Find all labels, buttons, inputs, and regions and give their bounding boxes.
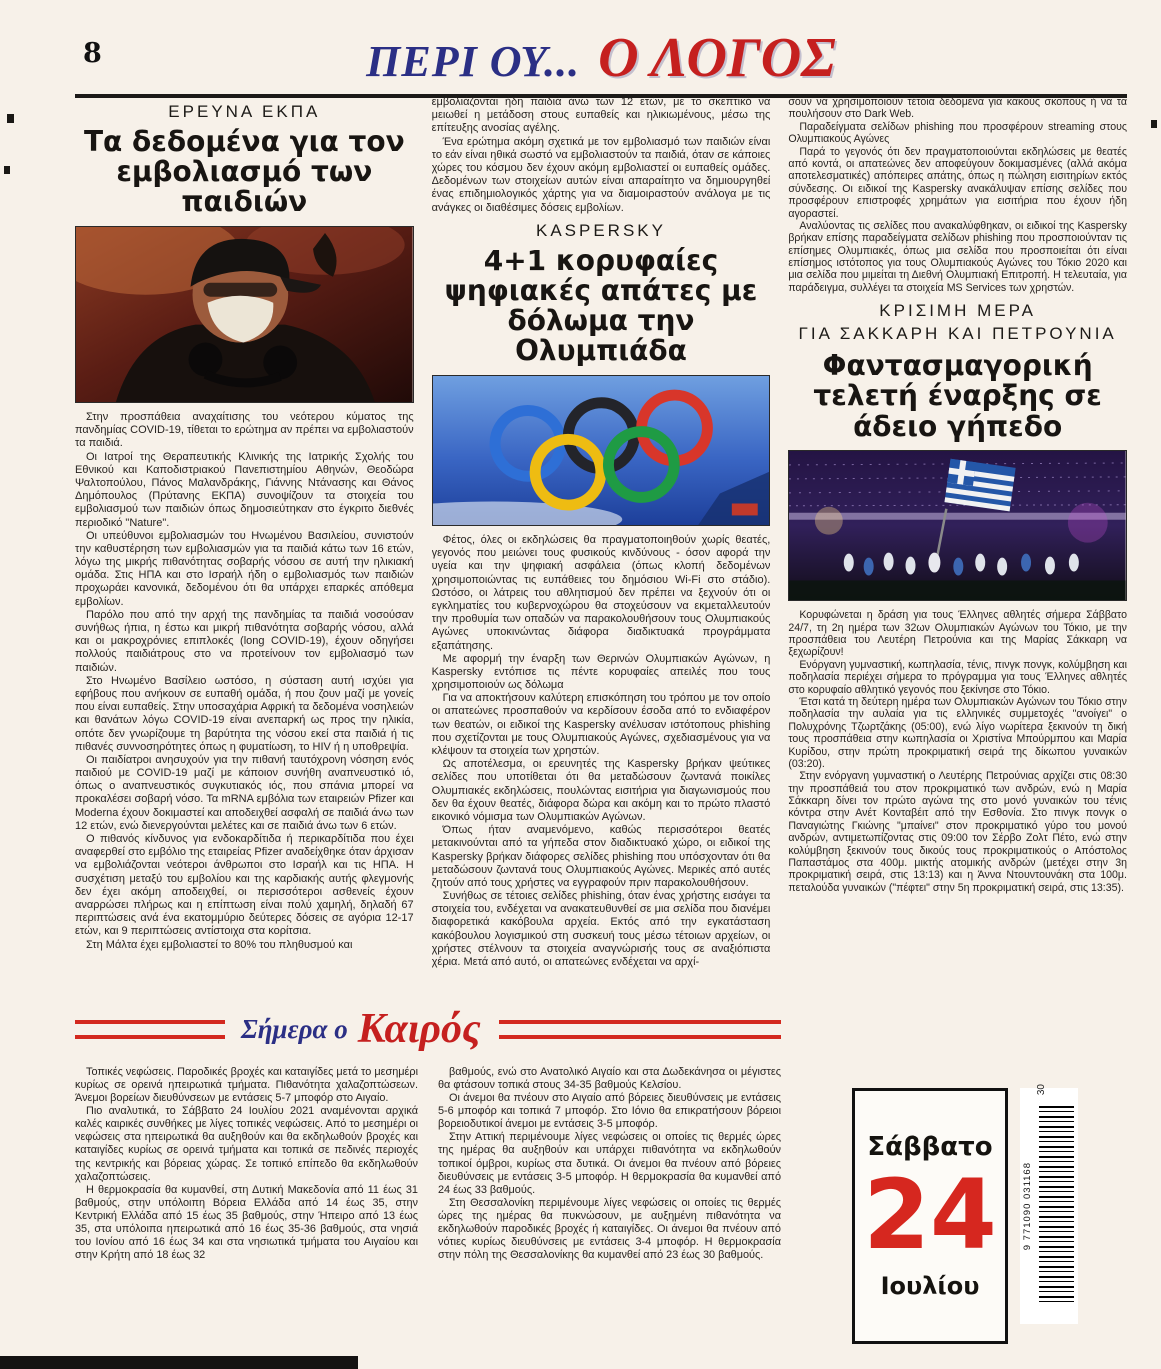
weather-logo-prefix: Σήμερα ο (241, 1013, 348, 1044)
barcode-number: 9 771090 031168 (1022, 1161, 1033, 1251)
vaccination-continuation (432, 96, 771, 215)
date-box (852, 1088, 1008, 1344)
weather-section (75, 1006, 781, 1362)
masked-person-photo (75, 226, 414, 403)
paragraph: Αναλύοντας τις σελίδες που ανακαλύφθηκαν, οι ειδικοί της Kaspersky βρήκαν επίσης παραδείγματα σελίδων phishing που προσποιούνταν τις επίσημες Ολυμπιακές, όπως μια σελίδα που προσποιείται ότι είναι επίσημος ιστότοπος για τους Ολυμπιακούς Αγώνες του Τόκιο 2020 και μια σελίδα που μιμείται τη Διεθνή Ολυμπιακή Επιτροπή. Η τελευταία, για παράδειγμα, συλλέγει τα στοιχεία MS Services των χρηστών. (788, 219, 1127, 294)
headline-kaspersky: 4+1 κορυφαίες ψηφιακές απάτες με δόλωμα την Ολυμπιάδα (444, 243, 758, 368)
paragraph: Παραδείγματα σελίδων phishing που προσφέρουν streaming στους Ολυμπιακούς Αγώνες (788, 120, 1127, 146)
paragraph: Κορυφώνεται η δράση για τους Έλληνες αθλητές σήμερα Σάββατο 24/7, τη 2η ημέρα των 32ων Ολυμπιακών Αγώνων του Τόκιο, με την προσπάθεια του Λευτέρη Πετρούνια και της Μαρίας Σάκκαρη να ξεχωρίζουν! (788, 609, 1127, 659)
scan-mark (4, 166, 10, 174)
column-vaccination (75, 96, 414, 1008)
paragraph: Οι Ιατροί της Θεραπευτικής Κλινικής της Ιατρικής Σχολής του Εθνικού και Καποδιστριακού Πανεπιστημίου Αθηνών, Θεοδώρα Ψαλτοπούλου, Πάνος Μαλανδράκης, Γιάννης Ντάνασης και Θάνος Δημόπουλος (Πρύτανης ΕΚΠΑ) συνοψίζουν τα στοιχεία του εμβολιασμού των παιδιών όπως δημοσιεύτηκαν στο έγκριτο διεθνές περιοδικό "Nature". (75, 450, 414, 529)
paragraph: Στη Μάλτα έχει εμβολιαστεί το 80% του πληθυσμού και (86, 938, 353, 951)
olympics-body (788, 609, 1127, 894)
paragraph: Οι άνεμοι θα πνέουν στο Αιγαίο από βόρειες διευθύνσεις με εντάσεις 5-6 μποφόρ και τοπικά 7 μποφόρ. Στο Ιόνιο θα επικρατήσουν βόρειοι βορειοδυτικοί άνεμοι με εντάσεις 3-5 μποφόρ. (438, 1092, 781, 1131)
paragraph: Έτσι κατά τη δεύτερη ημέρα των Ολυμπιακών Αγώνων του Τόκιο στην ποδηλασία την αυλαία για τις ελληνικές συμμετοχές "ανοίγει" ο Πολυχρόνης Τζωρτζάκης (05:00), ενώ λίγο νωρίτερα ξεκινούν τη δική τους προσπάθεια στην κωπηλασία οι Χριστίνα Μπούρμπου και Μαρία Κυρίδου, στην πρώτη προκριματική σειρά της δίκωπου γυναικών (03:20). (788, 695, 1127, 770)
weather-rule-right (499, 1020, 781, 1039)
paragraph: εμβολιάζονται ήδη παιδιά άνω των 12 ετών, με το σκεπτικό να μειωθεί η μετάδοση στους ευπαθείς και ηλικιωμένους, μέσω της επίτευξης ανοσίας αγέλης. (431, 96, 771, 135)
kicker-krisimi-mera (788, 300, 1127, 346)
paragraph: Στη Θεσσαλονίκη περιμένουμε λίγες νεφώσεις οι οποίες τις θερμές ώρες της ημέρας θα πυκνώσουν, με αυξημένη πιθανότητα να εκδηλωθούν παροδικές βροχές ή καταιγίδες. Οι άνεμοι θα πνέουν από νότιες κυρίως διευθύνσεις με εντάσεις 3-4 μποφόρ. Η θερμοκρασία στην πόλη της Θεσσαλονίκης θα κυμανθεί από 23 έως 30 βαθμούς. (438, 1196, 781, 1262)
date-number: 24 (863, 1159, 997, 1272)
kicker-line-1: ΚΡΙΣΙΜΗ ΜΕΡΑ (879, 301, 1037, 321)
weather-body (75, 1066, 781, 1362)
paragraph: Ως αποτέλεσμα, οι ερευνητές της Kaspersky βρήκαν ψεύτικες σελίδες που υποτίθεται ότι θα μεταδώσουν ζωντανά ποικίλες Ολυμπιακές εκδηλώσεις, πουλώντας εισιτήρια για διαγωνισμούς που δεν θα έχουν θεατές, διάφορα δώρα και ακόμη και το πρώτο πλαστό εικονικό νόμισμα των Ολυμπιακών Αγώνων. (431, 758, 771, 823)
paragraph: σουν να χρησιμοποιούν τέτοια δεδομένα για κακούς σκοπούς ή να τα πουλήσουν στο Dark Web. (788, 96, 1127, 121)
scan-mark (1151, 120, 1157, 128)
kicker-kaspersky: KASPERSKY (535, 220, 666, 240)
paragraph: Πιο αναλυτικά, το Σάββατο 24 Ιουλίου 2021 αναμένονται αρχικά καλές καιρικές συνθήκες με λίγες τοπικές νεφώσεις. Από το μεσημέρι οι νεφώσεις στα ηπειρωτικά θα αυξηθούν και θα εκδηλωθούν βροχές και καταιγίδες κυρίως σε ορεινά τμήματα και τοπικά σε πεδινές περιοχές της κεντρικής και βόρειας χώρας. Σε τοπικό επίπεδο θα εκδηλωθούν χαλαζοπτώσεις. (75, 1105, 418, 1183)
barcode-stripes (1039, 1106, 1074, 1306)
opening-ceremony-photo (788, 450, 1127, 601)
olympic-rings-photo (432, 375, 771, 526)
paragraph: Στην προσπάθεια αναχαίτισης του νεότερου κύματος της πανδημίας COVID-19, τίθεται το ερώτημα αν πρέπει να εμβολιαστούν τα παιδιά. (75, 411, 414, 450)
masthead (75, 26, 1127, 90)
page-header (75, 26, 1127, 98)
kicker-ereyna-ekpa: ΕΡΕΥΝΑ ΕΚΠΑ (168, 102, 321, 121)
paragraph: Παρόλο που από την αρχή της πανδημίας τα παιδιά νοσούσαν συνήθως ήπια, η έστω και μικρή πιθανότητα σοβαρής νόσου, αλλά και οι μακροχρόνιες επιπλοκές (long COVID-19), έχουν οδηγήσει πολλούς παιδιάτρους στο να προτείνουν τον εμβολιασμό των παιδιών. (75, 608, 414, 674)
column-kaspersky (432, 96, 771, 1008)
vaccination-body (75, 411, 414, 952)
paragraph: Ο πιθανός κίνδυνος για ενδοκαρδίτιδα ή περικαρδίτιδα που έχει αναφερθεί στο εμβόλιο της εταιρείας Pfizer αναδείχθηκε όταν άρχισαν να εμβολιάζονται νεότεροι άνθρωποι στο Ισραήλ και τις ΗΠΑ. Η συσχέτιση μεταξύ του εμβολίου και της καρδιακής αυτής φλεγμονής δεν έχει ακόμη αποδειχθεί, οι περισσότεροι ασθενείς έχουν αναρρώσει πλήρως και η επίπτωση είναι πολύ χαμηλή, δηλαδή 67 περιπτώσεις ανά ένα εκατομμύριο δεύτερες δόσεις σε αγόρια 12-17 ετών, και 9 περιπτώσεις αντίστοιχα στα κορίτσια. (75, 833, 414, 938)
date-day: Σάββατο (867, 1132, 993, 1163)
weather-logo-title: Καιρός (357, 1006, 481, 1052)
kaspersky-continuation (788, 96, 1127, 294)
paragraph: Στην Αττική περιμένουμε λίγες νεφώσεις οι οποίες τις θερμές ώρες της ημέρας θα αυξηθούν και υπάρχει πιθανότητα να εκδηλωθούν τοπικοί όμβροι, κυρίως στα δυτικά. Οι άνεμοι θα πνέουν από βόρειες διευθύνσεις με εντάσεις 3-5 μποφόρ. Η θερμοκρασία θα κυμανθεί από 24 έως 33 βαθμούς. (438, 1131, 781, 1196)
column-olympics (788, 96, 1127, 1008)
masthead-o-logos: Ο ΛΟΓΟΣ (598, 27, 836, 89)
paragraph: Συνήθως σε τέτοιες σελίδες phishing, όταν ένας χρήστης εισάγει τα στοιχεία του, ενδέχεται να ανακατευθυνθεί σε μια σελίδα που διανέμει διαφορετικά κακόβουλα αρχεία. Εκτός από την εγκατάσταση κακόβουλου λογισμικού στη συσκευή τους μέσω τέτοιων αρχείων, οι χρήστες στέλνουν τα στοιχεία αναγνώρισής τους σε αναξιόπιστα χέρια. Μετά από αυτό, οι απατεώνες ενδέχεται να αρχί- (431, 890, 771, 969)
weather-column-1 (75, 1066, 418, 1362)
paragraph: Οι παιδίατροι ανησυχούν για την πιθανή ταυτόχρονη νόσηση ενός παιδιού με COVID-19 μαζί με κάποιον συνήθη αναπνευστικό ιό, όπως ο αναπνευστικός συγκυτιακός ιός, που σπάνια μπορεί να προκαλέσει σοβαρή νόσο. Τα mRNA εμβόλια των εταιρειών Pfizer και Moderna έχουν δοκιμαστεί και αποδειχθεί ασφαλή σε παιδιά άνω των 12 ετών, ενώ διενεργούνται μελέτες και σε παιδιά άνω των 6 ετών. (75, 753, 414, 832)
paragraph: Παρά το γεγονός ότι δεν πραγματοποιούνται εκδηλώσεις με θεατές από κοντά, οι απατεώνες δεν αποφεύγουν δοκιμασμένες (αλλά ακόμα αποτελεσματικές) απόπειρες απάτης, όπως η πώληση εισιτηρίων εκτός σύνδεσης. Οι ειδικοί της Kaspersky ανακάλυψαν επίσης σελίδες που προσφέρουν επιστροφές χρημάτων για εισιτήρια που έχουν ήδη αγοραστεί. (788, 145, 1127, 220)
paragraph: Η θερμοκρασία θα κυμανθεί, στη Δυτική Μακεδονία από 11 έως 31 βαθμούς, στην υπόλοιπη Βόρεια Ελλάδα από 14 έως 35, στην Κεντρική Ελλάδα από 15 έως 35 βαθμούς, στην Ήπειρο από 13 έως 35, στα υπόλοιπα ηπειρωτικά από 16 έως 35-36 βαθμούς, στα νησιά του Ιονίου από 16 έως 34 και στα νησιωτικά τμήματα του Αιγαίου και στην Κρήτη από 18 έως 32 (75, 1183, 418, 1262)
issn-barcode (1020, 1084, 1078, 1324)
paragraph: Με αφορμή την έναρξη των Θερινών Ολυμπιακών Αγώνων, η Kaspersky εντόπισε τις πέντε κορυφαίες απειλές που τους χρησιμοποιούν ως δόλωμα (431, 652, 771, 692)
paragraph: Όπως ήταν αναμενόμενο, καθώς περισσότεροι θεατές μετακινούνται από τα γήπεδα στον διαδικτυακό χώρο, οι ειδικοί της Kaspersky βρήκαν διάφορες σελίδες phishing που υπόσχονταν ότι θα μεταδώσουν ζωντανά τους Ολυμπιακούς Αγώνες. Μερικές από αυτές ζητούν από τους χρήστες να εγγραφούν πριν παρακολουθήσουν. (431, 824, 771, 889)
bottom-edge-bar (0, 1356, 358, 1369)
paragraph: βαθμούς, ενώ στο Ανατολικό Αιγαίο και στα Δωδεκάνησα οι μέγιστες θα φτάσουν τοπικά στους 34-35 βαθμούς Κελσίου. (438, 1066, 781, 1092)
paragraph: Οι υπεύθυνοι εμβολιασμών του Ηνωμένου Βασιλείου, συνιστούν την καθυστέρηση των εμβολιασμών για τα παιδιά κάτω των 16 ετών, λόγω της μικρής πιθανότητας σοβαρής νόσου σε αυτή την ηλικιακή ομάδα. Στις ΗΠΑ και στο Ισραήλ ήδη ο εμβολιασμός των παιδιών προχωράει κανονικά, δεδομένου ότι θα υπάρχει επαρκές απόθεμα εμβολίων. (75, 529, 414, 608)
paragraph: Στην ενόργανη γυμναστική ο Λευτέρης Πετρούνιας αρχίζει στις 08:30 την προσπάθειά του στον προκριματικό των ανδρών, ενώ η Μαρία Σάκκαρη δίνει τον πρώτο αγώνα της στο μονό γυναικών του τένις κόντρα στην Ανέτ Κονταβέιτ από την Εσθονία. Στο πινγκ πονγκ ο Παναγιώτης Γκιώνης "μπαίνει" στον προκριματικό γύρο του μονού ανδρών, αντιμετωπίζοντας στις 09:00 τον Σέρβο Ζολτ Πέτο, ενώ στην κολύμβηση ξεκινούν τους δικούς τους προκριματικούς ο Απόστολος Παπαστάμος στα 400μ. μικτής ατομικής ανδρών (μετέχει στην 3η προκριματική σειρά, στις 13:13) και η Άννα Ντουντουνάκη στα 100μ. πεταλούδα γυναικών ("πέφτει" στην 5η προκριματική σειρά, στις 13:35). (788, 770, 1127, 894)
paragraph: Στο Ηνωμένο Βασίλειο ωστόσο, η σύσταση αυτή ισχύει για εφήβους που ανήκουν σε ευπαθή ομάδα, ή που ζουν μαζί με γονείς που είναι ευπαθείς. Στην υποσαχάρια Αφρική τα δεδομένα νοσηλειών και θανάτων λόγω COVID-19 είναι ανεπαρκή ως προς την ηλικία, οπότε δεν γνωρίζουμε τη βαρύτητα της νόσου εκεί στα παιδιά ή τις πιθανές συννοσηρότητες όπως η φυματίωση, το HIV ή η υποθρεψία. (75, 674, 414, 753)
kaspersky-body (432, 534, 771, 969)
date-month: Ιουλίου (880, 1271, 980, 1300)
page-number: 8 (83, 38, 102, 69)
issue-code: 30 (1036, 1084, 1047, 1096)
weather-column-2 (438, 1066, 781, 1362)
paragraph: Ενόργανη γυμναστική, κωπηλασία, τένις, πινγκ πονγκ, κολύμβηση και ποδηλασία περιέχει σήμερα το πρόγραμμα για τους Έλληνες αθλητές στο κορυφαίο αθλητικό γεγονός που ξεκίνησε στο Τόκιο. (788, 658, 1127, 696)
headline-olympics: Φαντασμαγορική τελετή έναρξης σε άδειο γήπεδο (813, 349, 1102, 443)
masthead-peri-ou: ΠΕΡΙ ΟΥ... (366, 37, 581, 86)
weather-rule-left (75, 1020, 225, 1039)
headline-vaccination: Τα δεδομένα για τον εμβολιασμό των παιδιών (83, 125, 405, 219)
date-zone (852, 1084, 1092, 1344)
article-columns (75, 96, 1127, 1008)
weather-logo-row (75, 1006, 781, 1052)
scan-mark (7, 114, 14, 123)
paragraph: Τοπικές νεφώσεις. Παροδικές βροχές και καταιγίδες μετά το μεσημέρι κυρίως σε ορεινά ηπειρωτικά τμήματα. Πιθανότητα χαλαζοπτώσεων. Άνεμοι βορείων διευθύνσεων με εντάσεις 5-7 μποφόρ στο Αιγαίο. (75, 1066, 418, 1105)
paragraph: Φέτος, όλες οι εκδηλώσεις θα πραγματοποιηθούν χωρίς θεατές, γεγονός που μειώνει τους φυσικούς κινδύνους - όσον αφορά την υγεία και την ψηφιακή ασφάλεια (όπως κλοπή δεδομένων χρησιμοποιώντας τις ευπάθειες του δημόσιου Wi-Fi στο στάδιο). Ωστόσο, οι λάτρεις του αθλητισμού δεν πρέπει να ξεχνούν ότι οι εγκληματίες του κυβερνοχώρου θα στοχεύσουν να εκμεταλλευτούν την προθυμία των οπαδών να παρακολουθήσουν τους Ολυμπιακούς Αγώνες υποκινώντας διάφορα διαδικτυακά προγράμματα εξαπάτησης. (431, 534, 771, 652)
paragraph: Ένα ερώτημα ακόμη σχετικά με τον εμβολιασμό των παιδιών είναι το εάν είναι ηθικά σωστό να εμβολιαστούν τα παιδιά, όταν σε κάποιες χώρες του κόσμου δεν έχουν ακόμη εμβολιαστεί οι ευπαθείς ομάδες. Δεδομένων των στοιχείων αυτών είναι απαραίτητο να δημιουργηθεί ένας επιδημιολογικός χάρτης για να διαμοιραστούν ανάλογα με τις ανάγκες οι διαθέσιμες δόσεις εμβολίων. (431, 135, 771, 214)
kicker-line-2: ΓΙΑ ΣΑΚΚΑΡΗ ΚΑΙ ΠΕΤΡΟΥΝΙΑ (798, 324, 1117, 344)
paragraph: Για να αποκτήσουν καλύτερη επισκόπηση του τρόπου με τον οποίο οι απατεώνες προσπαθούν να κερδίσουν έσοδα από το ενδιαφέρον των θεατών, οι ειδικοί της Kaspersky ανέλυσαν ιστότοπους phishing που σχετίζονται με τους Ολυμπιακούς Αγώνες, σχεδιασμένους για να κλέψουν τα στοιχεία των χρηστών. (431, 692, 771, 758)
